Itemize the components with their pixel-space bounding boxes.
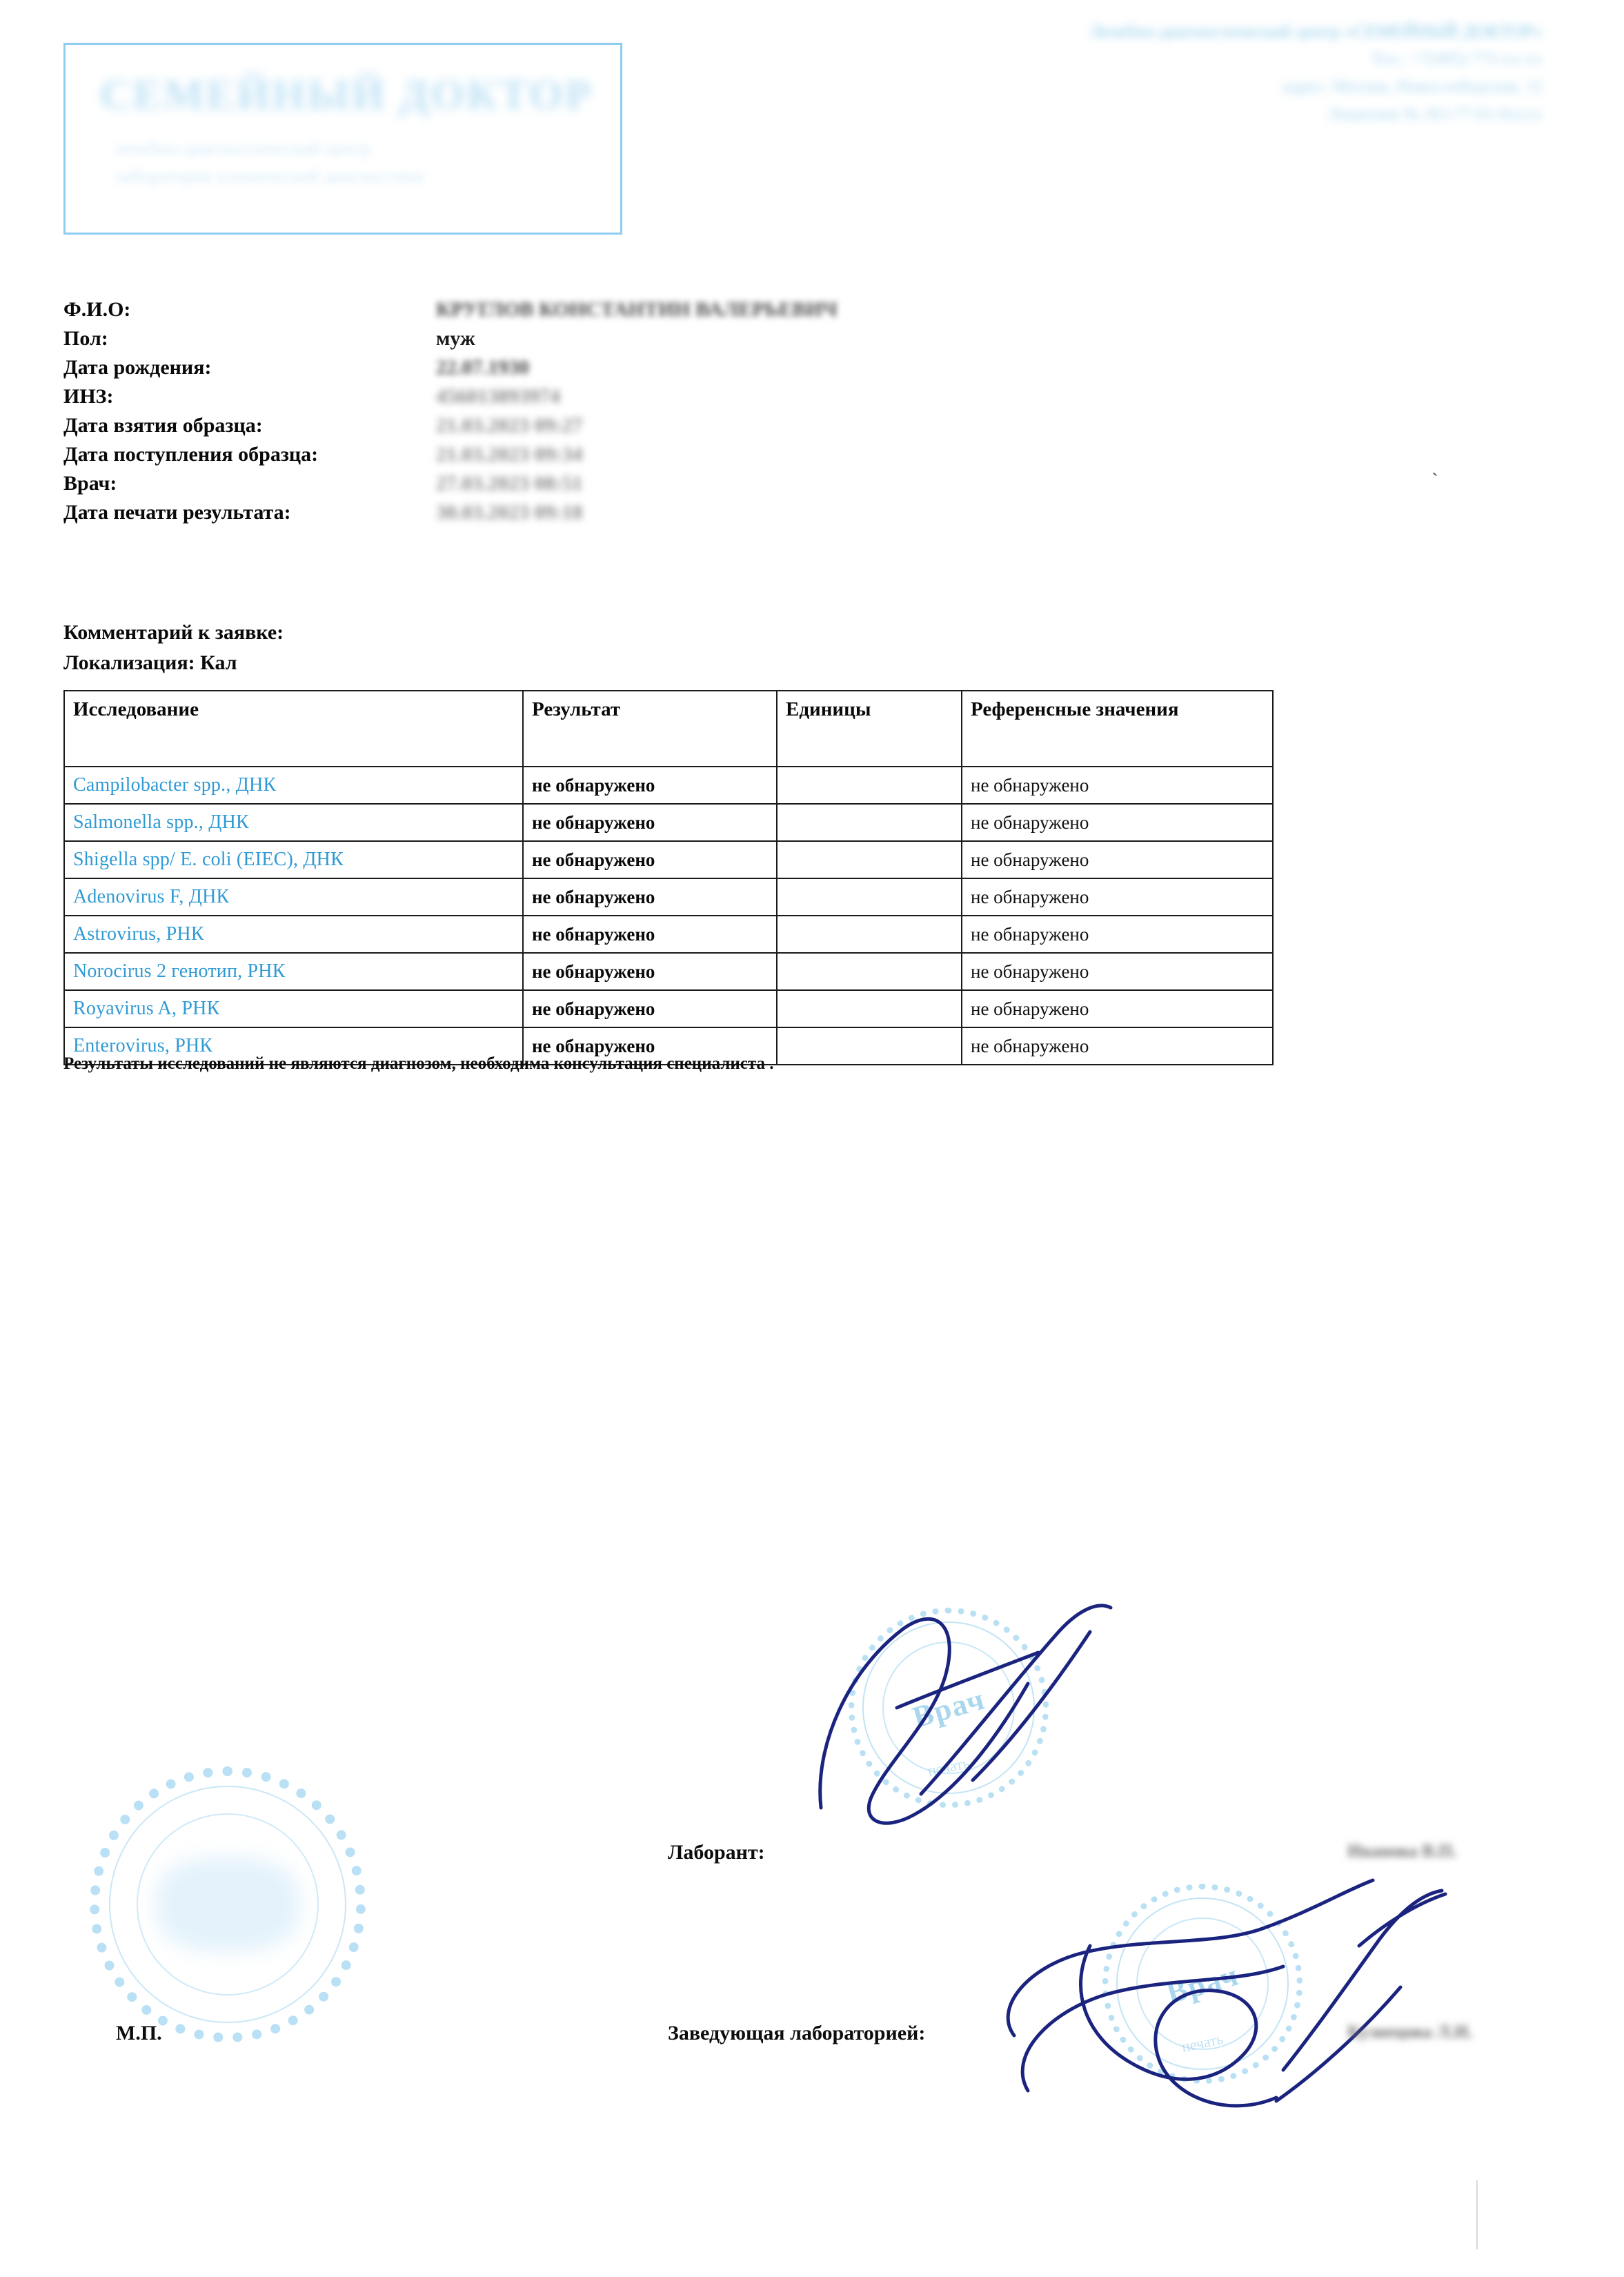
official-round-seal-icon (90, 1766, 366, 2042)
cell-units (777, 804, 962, 841)
patient-row-doctor (63, 469, 960, 498)
patient-row-inz (63, 382, 960, 411)
patient-value-inz: 456013893974 (436, 385, 560, 408)
patient-label-sex: Пол: (63, 327, 108, 350)
seal-core (1102, 1884, 1303, 2084)
cell-reference: не обнаружено (962, 804, 1273, 841)
cell-units (777, 767, 962, 804)
patient-label-birthdate: Дата рождения: (63, 356, 212, 379)
table-row (64, 878, 1273, 916)
request-comment-block (63, 618, 284, 678)
patient-row-fio (63, 295, 960, 324)
cell-result: не обнаружено (523, 916, 777, 953)
patient-value-doctor: 27.03.2023 08:51 (436, 472, 583, 495)
patient-value-fio: КРУГЛОВ КОНСТАНТИН ВАЛЕРЬЕВИЧ (436, 298, 838, 321)
cell-units (777, 953, 962, 990)
cell-reference: не обнаружено (962, 953, 1273, 990)
cell-reference: не обнаружено (962, 916, 1273, 953)
clinic-logo-box (63, 43, 622, 235)
cell-result: не обнаружено (523, 878, 777, 916)
doctor-round-seal-icon (849, 1608, 1049, 1808)
doctor-round-seal-icon (1102, 1884, 1303, 2084)
cell-units (777, 916, 962, 953)
table-row (64, 841, 1273, 878)
patient-info-block (63, 295, 960, 527)
cell-study: Campilobacter spp., ДНК (64, 767, 523, 804)
table-row (64, 804, 1273, 841)
results-table (63, 690, 1274, 1065)
clinic-logo-subtext (114, 135, 590, 190)
column-header-study: Исследование (64, 691, 523, 767)
cell-units (777, 1027, 962, 1065)
cell-result: не обнаружено (523, 767, 777, 804)
patient-row-sample-received (63, 440, 960, 469)
patient-label-doctor: Врач: (63, 472, 117, 495)
patient-row-birthdate (63, 353, 960, 382)
cell-study: Astrovirus, РНК (64, 916, 523, 953)
table-row (64, 953, 1273, 990)
patient-row-sex (63, 324, 960, 353)
cell-units (777, 841, 962, 878)
table-row (64, 990, 1273, 1027)
cell-result: не обнаружено (523, 841, 777, 878)
disclaimer-text: Результаты исследований не являются диагнозом, необходима консультация специалиста . (63, 1054, 774, 1073)
cell-study: Salmonella spp., ДНК (64, 804, 523, 841)
cell-result: не обнаружено (523, 804, 777, 841)
organization-license: Лицензия № ЛО-77-01-0хххх (1327, 105, 1543, 124)
patient-row-sample-taken (63, 411, 960, 440)
cell-result: не обнаружено (523, 1027, 777, 1065)
cell-reference: не обнаружено (962, 990, 1273, 1027)
clinic-logo-subtext-line-1: лечебно-диагностический центр (114, 138, 371, 159)
seal-word-sub: печать (1180, 2029, 1225, 2056)
cell-study: Norocirus 2 генотип, РНК (64, 953, 523, 990)
patient-label-print-date: Дата печати результата: (63, 501, 291, 524)
seal-word-vrach: Врач (1162, 1957, 1243, 2011)
organization-contact-block (818, 18, 1543, 128)
patient-value-birthdate: 22.07.1930 (436, 356, 529, 379)
patient-label-inz: ИНЗ: (63, 385, 114, 408)
patient-value-print-date: 30.03.2023 09:18 (436, 501, 583, 524)
column-header-units: Единицы (777, 691, 962, 767)
cell-units (777, 990, 962, 1027)
column-header-reference: Референсные значения (962, 691, 1273, 767)
column-header-result: Результат (523, 691, 777, 767)
patient-label-sample-taken: Дата взятия образца: (63, 414, 263, 437)
patient-label-fio: Ф.И.О: (63, 298, 131, 321)
patient-value-sex: муж (436, 327, 475, 350)
table-header-row (64, 691, 1273, 767)
mp-label: М.П. (116, 2022, 162, 2044)
organization-address: адрес: Москва, Новослободская, 12 (1283, 77, 1543, 96)
head-of-lab-name: Кузнецова Л.И. (1347, 2022, 1473, 2042)
cell-reference: не обнаружено (962, 841, 1273, 878)
cell-study: Shigella spp/ E. coli (EIEC), ДНК (64, 841, 523, 878)
patient-row-print-date (63, 498, 960, 527)
request-comment-label: Комментарий к заявке: (63, 621, 284, 644)
cell-units (777, 878, 962, 916)
cell-result: не обнаружено (523, 990, 777, 1027)
laborant-name: Иванова В.П. (1347, 1841, 1457, 1861)
cell-study: Enterovirus, РНК (64, 1027, 523, 1065)
patient-value-sample-taken: 21.03.2023 09:27 (436, 414, 583, 437)
cell-reference: не обнаружено (962, 767, 1273, 804)
scan-artifact-mark: ` (1432, 469, 1438, 492)
laborant-label: Лаборант: (668, 1841, 765, 1864)
clinic-logo-subtext-line-2: лаборатория клинической диагностики (114, 166, 424, 186)
cell-study: Royavirus A, РНК (64, 990, 523, 1027)
cell-reference: не обнаружено (962, 1027, 1273, 1065)
clinic-logo-text: СЕМЕЙНЫЙ ДОКТОР (100, 72, 593, 119)
table-row (64, 916, 1273, 953)
seal-core (849, 1608, 1049, 1808)
seal-center-emblem-icon (156, 1857, 299, 1951)
organization-phone: Тел.: +7(495) 775-xx-xx (1371, 50, 1543, 68)
cell-result: не обнаружено (523, 953, 777, 990)
seal-word-vrach: Врач (908, 1681, 989, 1735)
localization-label: Локализация: Кал (63, 651, 237, 674)
cell-reference: не обнаружено (962, 878, 1273, 916)
page-edge-artifact (1476, 2180, 1478, 2249)
patient-value-sample-received: 21.03.2023 09:34 (436, 443, 583, 466)
seal-word-sub: печать (926, 1753, 971, 1780)
head-of-lab-label: Заведующая лабораторией: (668, 2022, 926, 2044)
organization-name: Лечебно-диагностический центр «СЕМЕЙНЫЙ ДОКТОР» (1089, 21, 1543, 41)
patient-label-sample-received: Дата поступления образца: (63, 443, 319, 466)
cell-study: Adenovirus F, ДНК (64, 878, 523, 916)
table-row (64, 767, 1273, 804)
